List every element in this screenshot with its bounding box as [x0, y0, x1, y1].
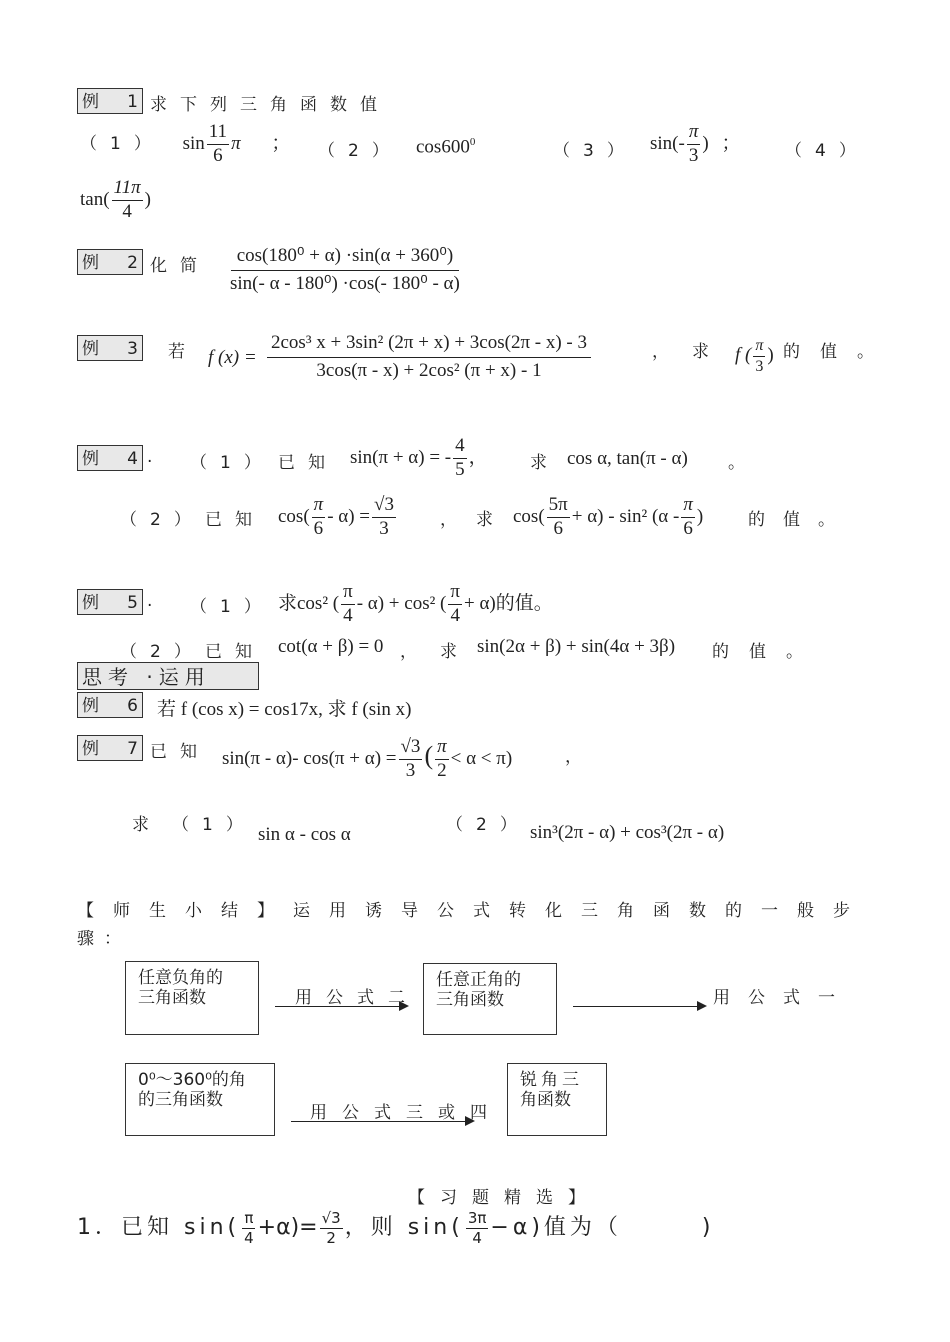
- arrow-2: [573, 1006, 705, 1007]
- part-label: （2）: [318, 141, 402, 161]
- fraction: [267, 333, 591, 382]
- comma: ，: [565, 747, 595, 767]
- numerator: 2cos³ x + 3sin² (2π + x) + 3cos(2π - x) - 3: [267, 333, 591, 358]
- comma: ，: [652, 342, 682, 362]
- example-label-3: [77, 335, 143, 361]
- expr-text: ): [696, 505, 704, 527]
- expr-text: cos(: [513, 505, 545, 527]
- yizhi-text: 已知: [205, 642, 265, 662]
- expr-text: f (: [735, 344, 752, 366]
- numerator: 3π: [467, 1209, 487, 1227]
- qiu-text: 求: [132, 815, 162, 835]
- label-number: 7: [127, 739, 138, 759]
- separator: ；: [721, 132, 741, 154]
- section-title-think: 思考 ·运用: [77, 662, 259, 690]
- label-text: 例: [82, 696, 99, 716]
- qiu-text: 求: [692, 342, 722, 362]
- yizhi-text: 已知: [205, 510, 265, 530]
- example-label-4: [77, 445, 143, 471]
- expr-text: sin(-: [650, 132, 685, 154]
- fraction: [448, 582, 462, 627]
- label-number: 3: [127, 339, 138, 359]
- part-label: （4）: [785, 141, 869, 161]
- expr-text: 1．已知 sin(: [77, 1215, 241, 1240]
- example-2-title: 化简: [150, 256, 210, 276]
- numerator: √3: [372, 495, 396, 518]
- numerator: π: [753, 337, 765, 357]
- fraction: [687, 122, 701, 167]
- end-mark: 。: [728, 453, 758, 473]
- example-1-title: 求下列三角函数值: [150, 95, 390, 115]
- denominator: 6: [683, 517, 693, 539]
- example-6-text: 若 f (cos x) = cos17x, 求 f (sin x): [157, 699, 412, 720]
- flow-box-negative-angle: [125, 961, 259, 1035]
- comma: ，: [400, 642, 430, 662]
- condition-2: [278, 495, 398, 540]
- dot: .: [147, 591, 166, 611]
- condition-1: [350, 436, 488, 481]
- example-label-5: [77, 589, 143, 615]
- expr-text: + α) - sin² (α -: [571, 505, 680, 527]
- arrow-3: [291, 1121, 473, 1122]
- label-number: 2: [127, 253, 138, 273]
- expr-text: ): [767, 344, 774, 366]
- fraction: [312, 495, 326, 540]
- numerator: 5π: [547, 495, 570, 518]
- numerator: π: [244, 1209, 254, 1227]
- label-text: 例: [82, 739, 99, 759]
- fraction: [112, 178, 143, 223]
- fraction: [753, 337, 765, 375]
- box-line: 三角函数: [138, 988, 206, 1008]
- numerator: π: [687, 122, 701, 145]
- expr-text: sin(π - α)- cos(π + α) =: [222, 747, 397, 769]
- fraction: [224, 246, 466, 295]
- box-line: 角函数: [520, 1090, 571, 1110]
- ruo-text: 若: [168, 342, 198, 362]
- label-text: 例: [82, 253, 99, 273]
- expr-text: sin(π + α) = -: [350, 446, 452, 468]
- target-1: cos α, tan(π - α): [567, 448, 688, 469]
- part-label: （1）: [172, 815, 256, 835]
- denominator: 2: [437, 759, 447, 781]
- expr-text: (: [424, 740, 434, 770]
- tail-text: 的值。: [748, 510, 853, 530]
- numerator: π: [448, 582, 462, 605]
- comma: ，: [440, 510, 470, 530]
- yizhi-text: 已知: [150, 742, 210, 762]
- summary-line-2: 骤：: [77, 929, 131, 949]
- fraction: [372, 495, 396, 540]
- denominator: 4: [472, 1228, 482, 1247]
- target: sin(2α + β) + sin(4α + 3β): [477, 636, 676, 657]
- part-label: （2）: [120, 642, 204, 662]
- expr: sin: [182, 132, 205, 154]
- numerator: π: [341, 582, 355, 605]
- example-label-6: [77, 692, 143, 718]
- yizhi-text: 已知: [278, 453, 338, 473]
- expr-text: 求cos² (: [278, 592, 340, 614]
- flow-box-0-360-angle: [125, 1063, 275, 1136]
- arrow-label-3: 用公式三或四: [310, 1103, 502, 1123]
- example-label-2: [77, 249, 143, 275]
- arrow-1: [275, 1006, 407, 1007]
- expr-text: ): [144, 188, 151, 210]
- expr-text: ): [701, 1215, 715, 1240]
- part-label: （1）: [190, 453, 274, 473]
- expr-text: +α)=: [257, 1215, 318, 1240]
- denominator: 3: [688, 144, 699, 166]
- numerator: 11: [207, 122, 229, 145]
- fraction: [341, 582, 355, 627]
- box-line: 三角函数: [436, 990, 504, 1010]
- tail-text: 的值。: [712, 642, 823, 662]
- summary-line-1: 【师生小结】运用诱导公式转化三角函数的一般步: [77, 901, 869, 921]
- denominator: 4: [343, 604, 353, 626]
- example-label-1: [77, 88, 143, 114]
- numerator: 4: [453, 436, 467, 459]
- fraction: [453, 436, 467, 481]
- box-line: 的三角函数: [138, 1090, 223, 1110]
- numerator: cos(180⁰ + α) ·sin(α + 360⁰): [231, 246, 459, 271]
- denominator: 6: [313, 517, 324, 539]
- target-2: sin³(2π - α) + cos³(2π - α): [530, 822, 725, 843]
- numerator: π: [312, 495, 326, 518]
- exercise-1: [77, 1210, 715, 1246]
- expr-text: −α)值为（: [490, 1215, 622, 1240]
- label-number: 5: [127, 593, 138, 613]
- denominator: 3: [755, 357, 764, 375]
- expr-text: - α) =: [327, 505, 371, 527]
- example-7-condition: [222, 737, 512, 782]
- denominator: 3: [379, 517, 389, 539]
- label-number: 4: [127, 449, 138, 469]
- arrow-label-1: 用公式二: [295, 988, 419, 1008]
- fraction: [320, 1210, 343, 1246]
- expr-text: tan(: [80, 188, 110, 210]
- example-3-fraction: [265, 333, 593, 382]
- expr-text: ): [702, 132, 709, 154]
- numerator: π: [435, 737, 449, 760]
- target-1: sin α - cos α: [258, 824, 351, 845]
- condition: cot(α + β) = 0: [278, 636, 384, 657]
- box-line: 锐角三: [520, 1070, 583, 1090]
- numerator: √3: [321, 1209, 341, 1227]
- expression-1: [278, 582, 553, 627]
- part-label: （2）: [120, 510, 204, 530]
- part-label: （2）: [446, 815, 530, 835]
- example-label-7: [77, 735, 143, 761]
- dot: .: [147, 447, 166, 467]
- fraction: [435, 737, 449, 782]
- exercises-heading: 【习题精选】: [408, 1188, 600, 1208]
- qiu-text: 求: [530, 453, 560, 473]
- denominator: 3: [405, 759, 416, 781]
- denominator: 6: [213, 144, 223, 166]
- target-2: [513, 495, 703, 540]
- flow-box-acute-angle: [507, 1063, 607, 1136]
- numerator: 11π: [112, 178, 143, 201]
- fraction: [242, 1210, 256, 1246]
- box-line: 任意负角的: [138, 968, 223, 988]
- fraction: [681, 495, 695, 540]
- expr-text: + α)的值。: [463, 592, 553, 614]
- example-1-items: [80, 122, 290, 167]
- fraction: [547, 495, 570, 540]
- expr: π: [231, 132, 241, 154]
- part-label: （1）: [80, 133, 164, 154]
- denominator: 4: [450, 604, 460, 626]
- denominator: sin(- α - 180⁰) ·cos(- 180⁰ - α): [230, 272, 460, 294]
- part-label: （1）: [190, 597, 274, 617]
- expr-text: < α < π): [450, 747, 513, 769]
- label-text: 例: [82, 339, 99, 359]
- expr-text: - α) + cos² (: [356, 592, 447, 614]
- example-2-fraction: [222, 246, 468, 295]
- expr-text: ，: [468, 446, 488, 468]
- fraction: [207, 122, 229, 167]
- superscript: 0: [469, 136, 476, 148]
- fraction: [399, 737, 423, 782]
- tail-text: 的值。: [783, 342, 894, 362]
- expr-text: cos(: [278, 505, 310, 527]
- label-text: 例: [82, 449, 99, 469]
- label-number: 1: [127, 92, 138, 112]
- expr: [80, 178, 151, 223]
- denominator: 6: [553, 517, 563, 539]
- separator: ；: [271, 132, 291, 154]
- box-line: 0⁰～360⁰的角: [138, 1070, 246, 1090]
- part-label: （3）: [553, 141, 637, 161]
- expr-text: ，则 sin(: [344, 1215, 464, 1240]
- numerator: √3: [399, 737, 423, 760]
- arrow-label-2: 用公式一: [713, 988, 853, 1008]
- fraction: [466, 1210, 489, 1246]
- denominator: 4: [244, 1228, 254, 1247]
- label-text: 例: [82, 593, 99, 613]
- label-text: 例: [82, 92, 99, 112]
- function-lhs: f (x) =: [208, 347, 257, 368]
- qiu-text: 求: [440, 642, 470, 662]
- expr: [416, 136, 475, 158]
- flow-box-positive-angle: [423, 963, 557, 1035]
- f-value: [735, 337, 774, 375]
- expr: [650, 122, 740, 167]
- box-line: 任意正角的: [436, 970, 521, 990]
- denominator: 2: [326, 1228, 336, 1247]
- qiu-text: 求: [476, 510, 506, 530]
- denominator: 4: [122, 200, 132, 222]
- denominator: 5: [455, 458, 465, 480]
- numerator: π: [681, 495, 695, 518]
- expr-text: cos600: [416, 136, 470, 158]
- label-number: 6: [127, 696, 138, 716]
- denominator: 3cos(π - x) + 2cos² (π + x) - 1: [316, 359, 542, 381]
